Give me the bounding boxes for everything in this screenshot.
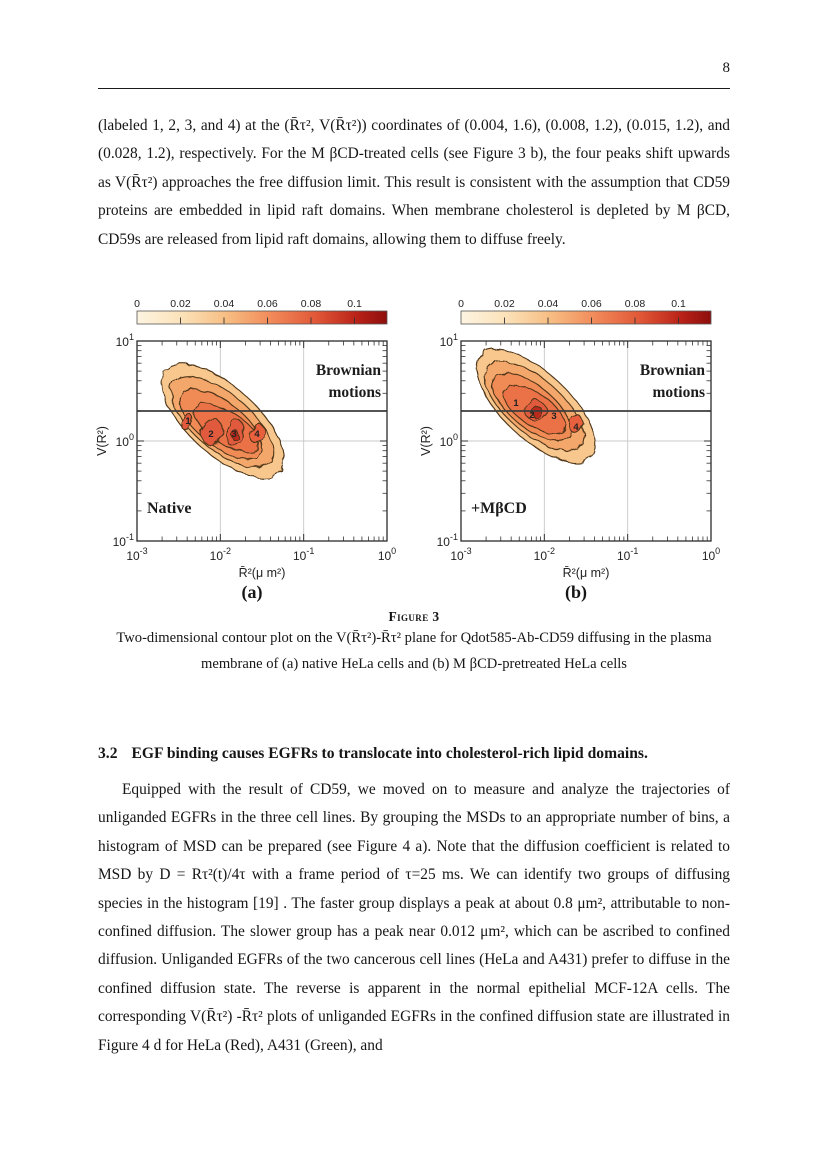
paragraph-1: (labeled 1, 2, 3, and 4) at the (R̄τ², V(R̄τ²)) coordinates of (0.004, 1.6), (0.008, 1.2), (0.015, 1.2), and (0.028, 1.2), respectively. For the M βCD-treated cells (see Figure 3 b), the four peaks shift upwards as V(R̄τ²) approaches the free diffusion limit. This result is consistent with the assumption that CD59 proteins are embedded in lipid raft domains. When membrane cholesterol is depleted by M βCD, CD59s are released from lipid raft domains, allowing them to diffuse freely.	[98, 117, 730, 248]
svg-text:10-1: $10^{-1}$	[292, 546, 315, 563]
panel-b-tag: (b)	[565, 582, 587, 602]
colorbar-tick: 0.02	[494, 298, 515, 310]
x-axis-label: R̄²(μ m²)	[562, 566, 610, 580]
colorbar-tick: 0	[458, 298, 464, 310]
y-tick-labels	[113, 332, 134, 549]
colorbar-tick: 0.04	[537, 298, 559, 310]
region-label-line2: motions	[652, 384, 705, 401]
peak-label-4: 4	[573, 422, 579, 433]
contour-blobs	[144, 345, 302, 497]
region-label-line2: motions	[328, 384, 381, 401]
region-label-line1: Brownian	[639, 362, 705, 379]
x-tick-labels	[126, 546, 396, 563]
y-axis-label: V(R²)	[419, 426, 433, 456]
colorbar-tick: 0	[134, 298, 140, 310]
svg-text:10-3: $10^{-3}$	[126, 546, 148, 563]
peak-label-1: 1	[513, 398, 519, 409]
figure-caption-line1: Two-dimensional contour plot on the V(R̄τ²)-R̄τ² plane for Qdot585-Ab-CD59 diffusing in the plasma	[116, 630, 712, 646]
colorbar-tick: 0.1	[671, 298, 686, 310]
svg-text:101: $10^1$	[439, 332, 458, 349]
svg-text:100: $10^0$	[115, 432, 134, 449]
svg-text:101: $10^1$	[115, 332, 134, 349]
figure-caption-line2: membrane of (a) native HeLa cells and (b) M βCD-pretreated HeLa cells	[201, 656, 627, 672]
peak-label-1: 1	[185, 416, 191, 427]
paragraph-2: Equipped with the result of CD59, we moved on to measure and analyze the trajectories of unliganded EGFRs in the three cell lines. By grouping the MSDs to an appropriate number of bins, a histogram of MSD can be prepared (see Figure 4 a). Note that the diffusion coefficient is related to MSD by D = Rτ²(t)/4τ with a frame period of τ=25 ms. We can identify two groups of diffusing species in the histogram [19] . The faster group displays a peak at about 0.8 μm², attributable to non-confined diffusion. The slower group has a peak near 0.012 μm², which can be ascribed to confined diffusion. Unliganded EGFRs of the two cancerous cell lines (HeLa and A431) prefer to diffuse in the confined diffusion state. The reverse is apparent in the normal epithelial MCF-12A cells. The corresponding V(R̄τ²) -R̄τ² plots of unliganded EGFRs in the confined diffusion state are illustrated in Figure 4 d for HeLa (Red), A431 (Green), and	[98, 781, 730, 1054]
contour-plot-mbcd	[416, 296, 736, 582]
colorbar-tick: 0.06	[581, 298, 602, 310]
colorbar	[134, 298, 387, 324]
colorbar-tick: 0.08	[300, 298, 322, 310]
colorbar-tick: 0.04	[213, 298, 235, 310]
svg-text:10-1: $10^{-1}$	[112, 532, 134, 549]
section-number: 3.2	[98, 745, 118, 762]
peak-label-2: 2	[208, 429, 214, 440]
contour-plot-native	[92, 296, 412, 582]
header-rule	[98, 88, 730, 89]
colorbar-tick: 0.08	[624, 298, 646, 310]
peak-label-3: 3	[551, 411, 557, 422]
y-tick-labels	[437, 332, 458, 549]
colorbar-tick: 0.06	[257, 298, 278, 310]
section-3-2-heading	[98, 745, 730, 763]
colorbar-tick: 0.02	[170, 298, 191, 310]
svg-text:100: $10^0$	[701, 546, 721, 563]
region-label-line1: Brownian	[315, 362, 381, 379]
peak-label-2: 2	[529, 410, 535, 421]
peak-label-4: 4	[254, 429, 260, 440]
y-axis-label: V(R²)	[95, 426, 109, 456]
figure-3-panels	[92, 296, 736, 582]
peak-label-3: 3	[231, 429, 237, 440]
figure-caption-label: Figure 3	[388, 609, 440, 624]
svg-text:100: $10^0$	[377, 546, 397, 563]
contour-blobs	[459, 331, 614, 482]
page-number: 8	[722, 60, 730, 76]
section-title: EGF binding causes EGFRs to translocate into cholesterol-rich lipid domains.	[131, 745, 648, 762]
svg-text:10-1: $10^{-1}$	[436, 532, 458, 549]
condition-label: Native	[147, 500, 192, 517]
svg-text:10-3: $10^{-3}$	[450, 546, 472, 563]
colorbar	[458, 298, 711, 324]
svg-text:10-1: $10^{-1}$	[616, 546, 639, 563]
condition-label: +MβCD	[471, 500, 527, 517]
svg-text:10-2: $10^{-2}$	[533, 546, 556, 563]
panel-a-tag: (a)	[241, 582, 263, 602]
x-axis-label: R̄²(μ m²)	[238, 566, 286, 580]
figure-3	[92, 296, 736, 677]
svg-text:100: $10^0$	[439, 432, 458, 449]
x-tick-labels	[450, 546, 720, 563]
svg-text:10-2: $10^{-2}$	[209, 546, 232, 563]
colorbar-tick: 0.1	[347, 298, 362, 310]
